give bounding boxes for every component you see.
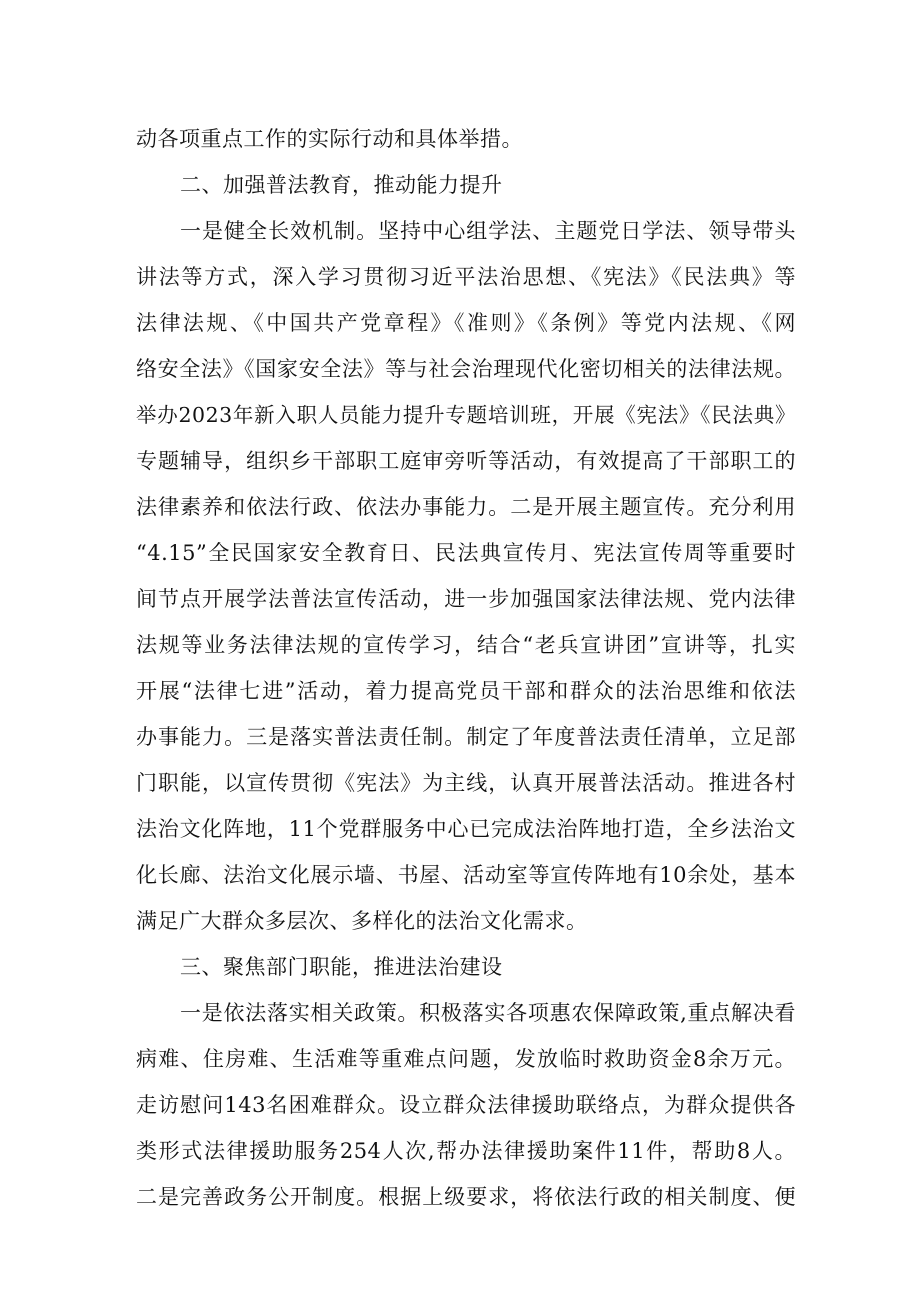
- paragraph-line: “4.15”全民国家安全教育日、民法典宣传月、宪法宣传周等重要时: [136, 541, 796, 565]
- paragraph-line: 法律素养和依法行政、依法办事能力。二是开展主题宣传。充分利用: [136, 495, 796, 519]
- paragraph-line: 一是健全长效机制。坚持中心组学法、主题党日学法、领导带头: [180, 219, 796, 243]
- paragraph-line: 动各项重点工作的实际行动和具体举措。: [136, 127, 523, 151]
- paragraph-line: 类形式法律援助服务254人次,帮办法律援助案件11件，帮助8人。: [136, 1139, 796, 1163]
- paragraph-line: 间节点开展学法普法宣传活动，进一步加强国家法律法规、党内法律: [136, 587, 796, 611]
- paragraph-line: 满足广大群众多层次、多样化的法治文化需求。: [136, 909, 588, 933]
- paragraph-line: 一是依法落实相关政策。积极落实各项惠农保障政策,重点解决看: [180, 1001, 796, 1025]
- paragraph-line: 办事能力。三是落实普法责任制。制定了年度普法责任清单，立足部: [136, 725, 796, 749]
- section-heading: 三、聚焦部门职能，推进法治建设: [180, 955, 503, 979]
- paragraph-line: 举办2023年新入职人员能力提升专题培训班，开展《宪法》《民法典》: [136, 403, 796, 427]
- paragraph-line: 法律法规、《中国共产党章程》《准则》《条例》等党内法规、《网: [136, 311, 796, 335]
- paragraph-line: 病难、住房难、生活难等重难点问题，发放临时救助资金8余万元。: [136, 1047, 796, 1071]
- paragraph-line: 专题辅导，组织乡干部职工庭审旁听等活动，有效提高了干部职工的: [136, 449, 796, 473]
- paragraph-line: 讲法等方式，深入学习贯彻习近平法治思想、《宪法》《民法典》等: [136, 265, 796, 289]
- paragraph-line: 化长廊、法治文化展示墙、书屋、活动室等宣传阵地有10余处，基本: [136, 863, 796, 887]
- paragraph-line: 法治文化阵地，11个党群服务中心已完成法治阵地打造，全乡法治文: [136, 817, 796, 841]
- paragraph-line: 门职能，以宣传贯彻《宪法》为主线，认真开展普法活动。推进各村: [136, 771, 796, 795]
- section-heading: 二、加强普法教育，推动能力提升: [180, 173, 503, 197]
- paragraph-line: 法规等业务法律法规的宣传学习，结合“老兵宣讲团”宣讲等，扎实: [136, 633, 796, 657]
- paragraph-line: 二是完善政务公开制度。根据上级要求，将依法行政的相关制度、便: [136, 1185, 796, 1209]
- paragraph-line: 络安全法》《国家安全法》等与社会治理现代化密切相关的法律法规。: [136, 357, 796, 381]
- paragraph-line: 走访慰问143名困难群众。设立群众法律援助联络点，为群众提供各: [136, 1093, 796, 1117]
- paragraph-line: 开展“法律七进”活动，着力提高党员干部和群众的法治思维和依法: [136, 679, 796, 703]
